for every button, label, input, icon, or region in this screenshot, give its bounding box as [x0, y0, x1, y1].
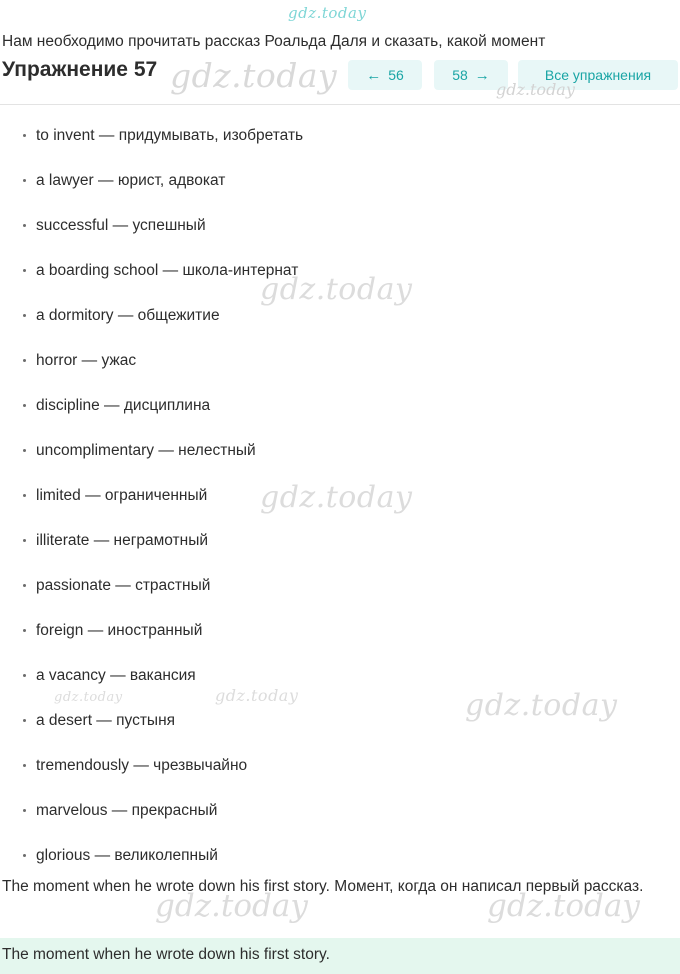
watermark-list-b: gdz.today [260, 480, 413, 515]
watermark-list-a: gdz.today [260, 272, 413, 307]
watermark-header-small: gdz.today [496, 80, 575, 99]
list-item: to invent — придумывать, изобретать [0, 113, 680, 158]
list-item: a desert — пустыня [0, 698, 680, 743]
header-divider [0, 104, 680, 105]
all-exercises-label: Все упражнения [544, 67, 652, 83]
list-item: a boarding school — школа-интернат [0, 248, 680, 293]
arrow-right-icon: → [474, 66, 490, 84]
list-item: a vacancy — вакансия [0, 653, 680, 698]
answer-highlight [0, 938, 680, 974]
list-item: a dormitory — общежитие [0, 293, 680, 338]
watermark-answer-right: gdz.today [487, 888, 640, 924]
intro-text: Нам необходимо прочитать рассказ Роальда Даля и сказать, какой момент [2, 33, 546, 50]
watermark-list-c: gdz.today [465, 688, 618, 723]
list-item: uncomplimentary — нелестный [0, 428, 680, 473]
arrow-left-icon: ← [366, 66, 382, 84]
list-item: passionate — страстный [0, 563, 680, 608]
answer-highlight-text: The moment when he wrote down his first story. [2, 946, 330, 963]
watermark-list-e: gdz.today [54, 690, 123, 705]
list-item: successful — успешный [0, 203, 680, 248]
list-item: a lawyer — юрист, адвокат [0, 158, 680, 203]
list-item: illiterate — неграмотный [0, 518, 680, 563]
list-item: discipline — дисциплина [0, 383, 680, 428]
watermark-top: gdz.today [288, 4, 367, 22]
vocabulary-list [0, 113, 680, 878]
list-item: tremendously — чрезвычайно [0, 743, 680, 788]
list-item: glorious — великолепный [0, 833, 680, 878]
list-item: marvelous — прекрасный [0, 788, 680, 833]
watermark-header-big: gdz.today [170, 56, 338, 95]
watermark-answer-left: gdz.today [155, 888, 308, 924]
prev-exercise-button[interactable] [348, 60, 422, 90]
page-title: Упражнение 57 [2, 58, 158, 81]
list-item: foreign — иностранный [0, 608, 680, 653]
answer-explanation: The moment when he wrote down his first story. Момент, когда он написал первый рассказ. [2, 878, 644, 895]
list-item: horror — ужас [0, 338, 680, 383]
exercise-header [0, 58, 680, 98]
next-exercise-label: 58 [452, 67, 468, 83]
watermark-list-d: gdz.today [215, 686, 299, 705]
list-item: limited — ограниченный [0, 473, 680, 518]
prev-exercise-label: 56 [388, 67, 404, 83]
